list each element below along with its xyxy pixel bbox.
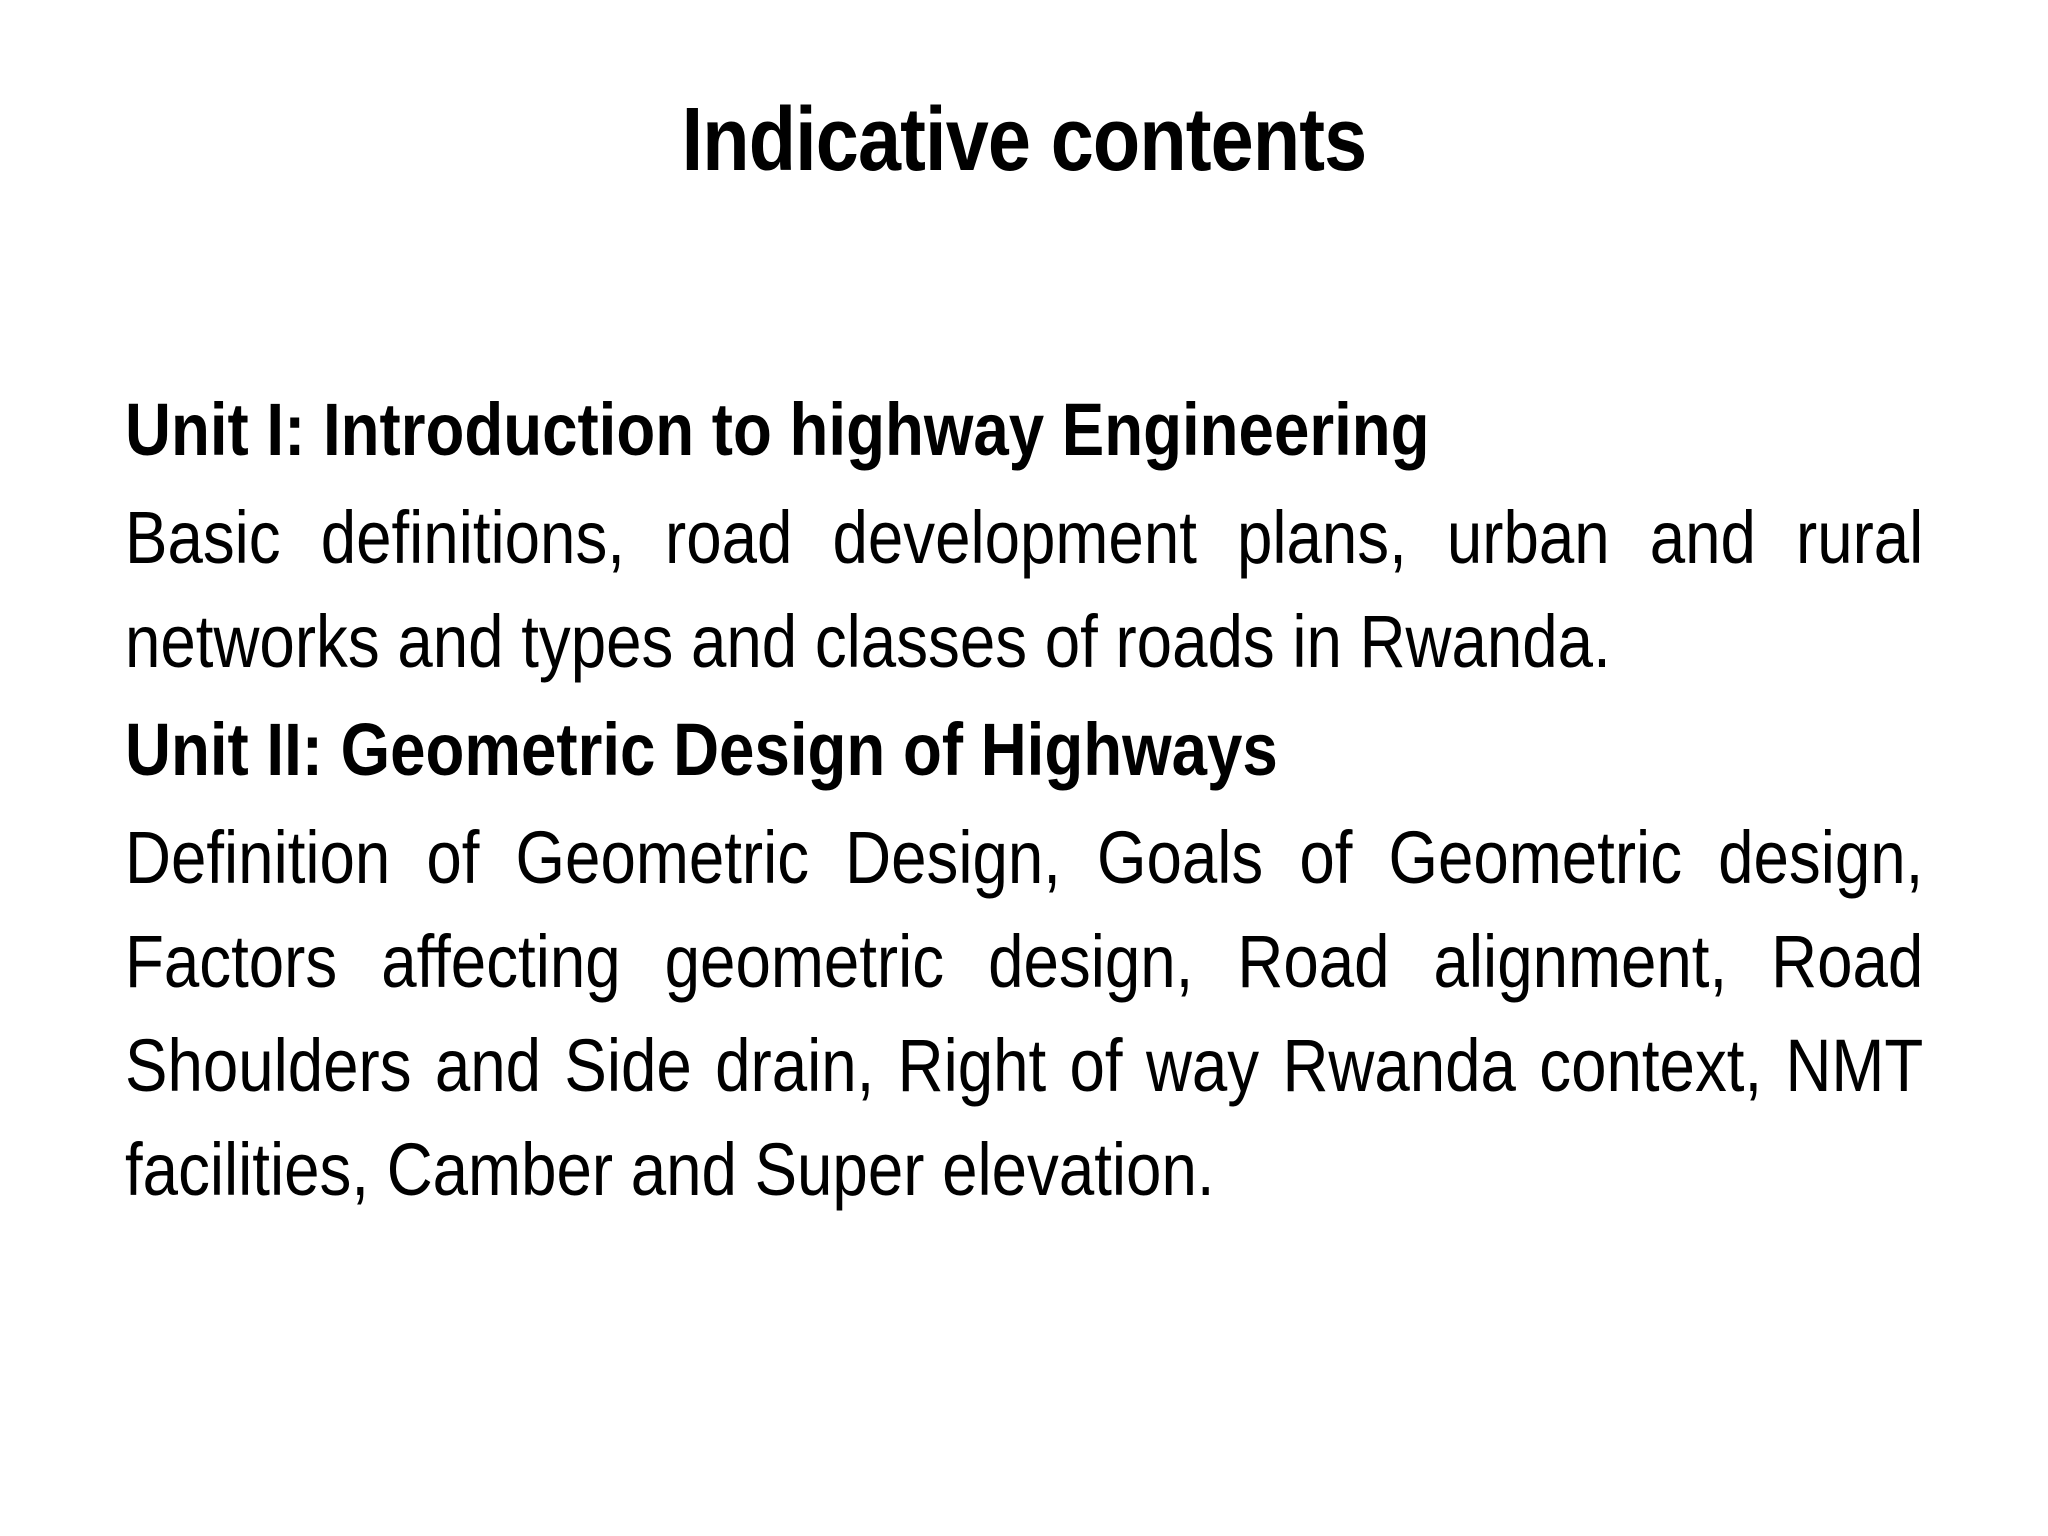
unit-2-heading: Unit II: Geometric Design of Highways xyxy=(125,708,1278,791)
unit-1-body-text: Basic definitions, road development plans, urban and rural networks and types and classes of roads in Rwanda. xyxy=(125,496,1924,683)
unit-2-body-text: Definition of Geometric Design, Goals of Geometric design, Factors affecting geometric design, Road alignment, Road Shoulders and Side drain, Right of way Rwanda context, NMT facilities, Camber and Super elevation. xyxy=(125,816,1924,1211)
unit-2-body xyxy=(125,806,1923,1222)
unit-1-heading: Unit I: Introduction to highway Engineering xyxy=(125,388,1430,471)
slide-content xyxy=(125,378,1923,1226)
unit-1-body xyxy=(125,486,1923,694)
slide-title: Indicative contents xyxy=(681,90,1367,190)
